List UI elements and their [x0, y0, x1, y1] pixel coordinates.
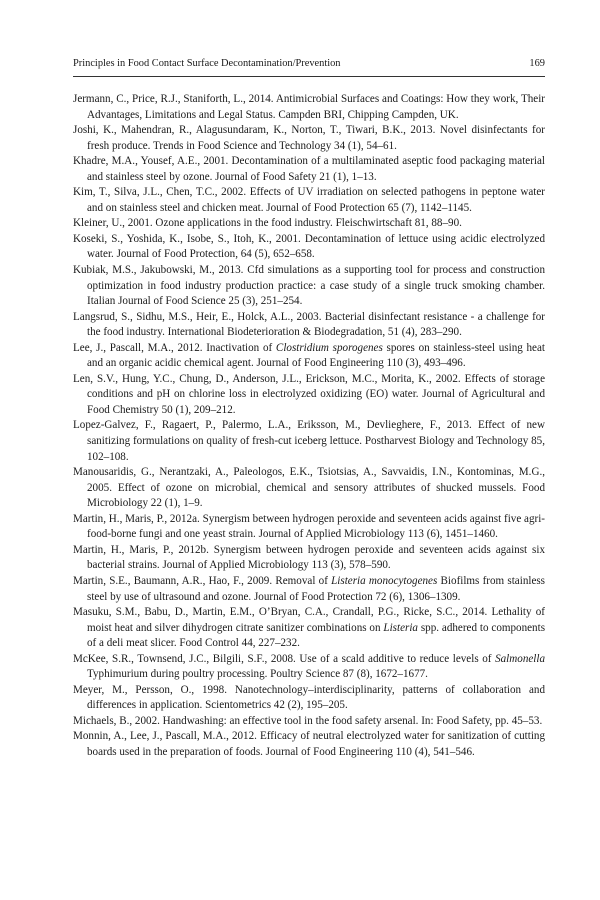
page-number: 169: [529, 58, 545, 69]
reference-list: [73, 92, 545, 761]
reference-item: Jermann, C., Price, R.J., Staniforth, L., 2014. Antimicrobial Surfaces and Coatings: How they work, Their Advantages, Limitations and Legal Status. Campden BRI, Chipping Campden, UK.: [73, 93, 545, 121]
reference-item: Langsrud, S., Sidhu, M.S., Heir, E., Holck, A.L., 2003. Bacterial disinfectant resistance - a challenge for the food industry. International Biodeterioration & Biodegradation, 51 (4), 283–290.: [73, 310, 545, 339]
reference-item: Masuku, S.M., Babu, D., Martin, E.M., O’Bryan, C.A., Crandall, P.G., Ricke, S.C., 2014. Lethality of moist heat and silver dihydrogen citrate sanitizer combinations on Listeria spp. adhered to components of a deli meat slicer. Food Control 44, 227–232.: [73, 606, 546, 650]
species-name: Salmonella: [495, 652, 545, 665]
reference-item: Len, S.V., Hung, Y.C., Chung, D., Anderson, J.L., Erickson, M.C., Morita, K., 2002. Effects of storage conditions and pH on chlorine loss in electrolyzed oxidizing (EO) water. Journal of Agricultural and Food Chemistry 50 (1), 209–212.: [73, 372, 545, 416]
reference-item: Martin, H., Maris, P., 2012a. Synergism between hydrogen peroxide and seventeen acids against five agri-food-borne fungi and one yeast strain. Journal of Applied Microbiology 113 (6), 1451–1460.: [73, 512, 545, 541]
reference-item: Kubiak, M.S., Jakubowski, M., 2013. Cfd simulations as a supporting tool for process and construction optimization in food industry production practice: a case study of a single truck smoking chamber. Italian Journal of Food Science 25 (3), 251–254.: [73, 264, 545, 308]
running-header: [73, 56, 545, 72]
reference-item: Monnin, A., Lee, J., Pascall, M.A., 2012. Efficacy of neutral electrolyzed water for sanitization of cutting boards used in the preparation of foods. Journal of Food Engineering 110 (4), 541–546.: [73, 730, 545, 758]
reference-item: Michaels, B., 2002. Handwashing: an effective tool in the food safety arsenal. In: Food Safety, pp. 45–53.: [73, 714, 543, 727]
reference-item: Manousaridis, G., Nerantzaki, A., Paleologos, E.K., Tsiotsias, A., Savvaidis, I.N., Kontominas, M.G., 2005. Effect of ozone on microbial, chemical and sensory attributes of shucked mussels. Food Microbiology 22 (1), 1–9.: [73, 466, 545, 510]
header-rule: [73, 76, 545, 77]
reference-item: Kim, T., Silva, J.L., Chen, T.C., 2002. Effects of UV irradiation on selected pathogens in peptone water and on stainless steel and chicken meat. Journal of Food Protection 65 (7), 1142–1145.: [73, 186, 545, 214]
species-name: Listeria monocytogenes: [331, 574, 438, 587]
reference-item: Kleiner, U., 2001. Ozone applications in the food industry. Fleischwirtschaft 81, 88–90.: [73, 217, 462, 230]
reference-item: McKee, S.R., Townsend, J.C., Bilgili, S.F., 2008. Use of a scald additive to reduce levels of Salmonella Typhimurium during poultry processing. Poultry Science 87 (8), 1672–1677.: [73, 652, 545, 681]
reference-item: Martin, H., Maris, P., 2012b. Synergism between hydrogen peroxide and seventeen acids against six bacterial strains. Journal of Applied Microbiology 113 (3), 578–590.: [73, 543, 545, 572]
chapter-title: Principles in Food Contact Surface Decontamination/Prevention: [73, 58, 341, 69]
reference-item: Meyer, M., Persson, O., 1998. Nanotechnology–interdisciplinarity, patterns of collaboration and differences in application. Scientometrics 42 (2), 195–205.: [73, 683, 545, 712]
reference-item: Koseki, S., Yoshida, K., Isobe, S., Itoh, K., 2001. Decontamination of lettuce using acidic electrolyzed water. Journal of Food Protection, 64 (5), 652–658.: [73, 232, 545, 261]
reference-item: Lopez-Galvez, F., Ragaert, P., Palermo, L.A., Eriksson, M., Devlieghere, F., 2013. Effect of new sanitizing formulations on quality of fresh-cut iceberg lettuce. Postharvest Biology and Technology 85, 102–108.: [73, 419, 545, 463]
reference-item: Martin, S.E., Baumann, A.R., Hao, F., 2009. Removal of Listeria monocytogenes Biofilms from stainless steel by use of ultrasound and ozone. Journal of Food Protection 72 (6), 1306–1309.: [73, 574, 546, 603]
species-name: Clostridium sporogenes: [275, 341, 383, 354]
reference-item: Khadre, M.A., Yousef, A.E., 2001. Decontamination of a multilaminated aseptic food packaging material and stainless steel by ozone. Journal of Food Safety 21 (1), 1–13.: [73, 155, 545, 183]
reference-item: Lee, J., Pascall, M.A., 2012. Inactivation of Clostridium sporogenes spores on stainless-steel using heat and an organic acidic chemical agent. Journal of Food Engineering 110 (3), 493–496.: [73, 341, 545, 370]
book-page: [73, 0, 545, 900]
reference-item: Joshi, K., Mahendran, R., Alagusundaram, K., Norton, T., Tiwari, B.K., 2013. Novel disinfectants for fresh produce. Trends in Food Science and Technology 34 (1), 54–61.: [73, 124, 545, 152]
species-name: Listeria: [383, 621, 418, 634]
